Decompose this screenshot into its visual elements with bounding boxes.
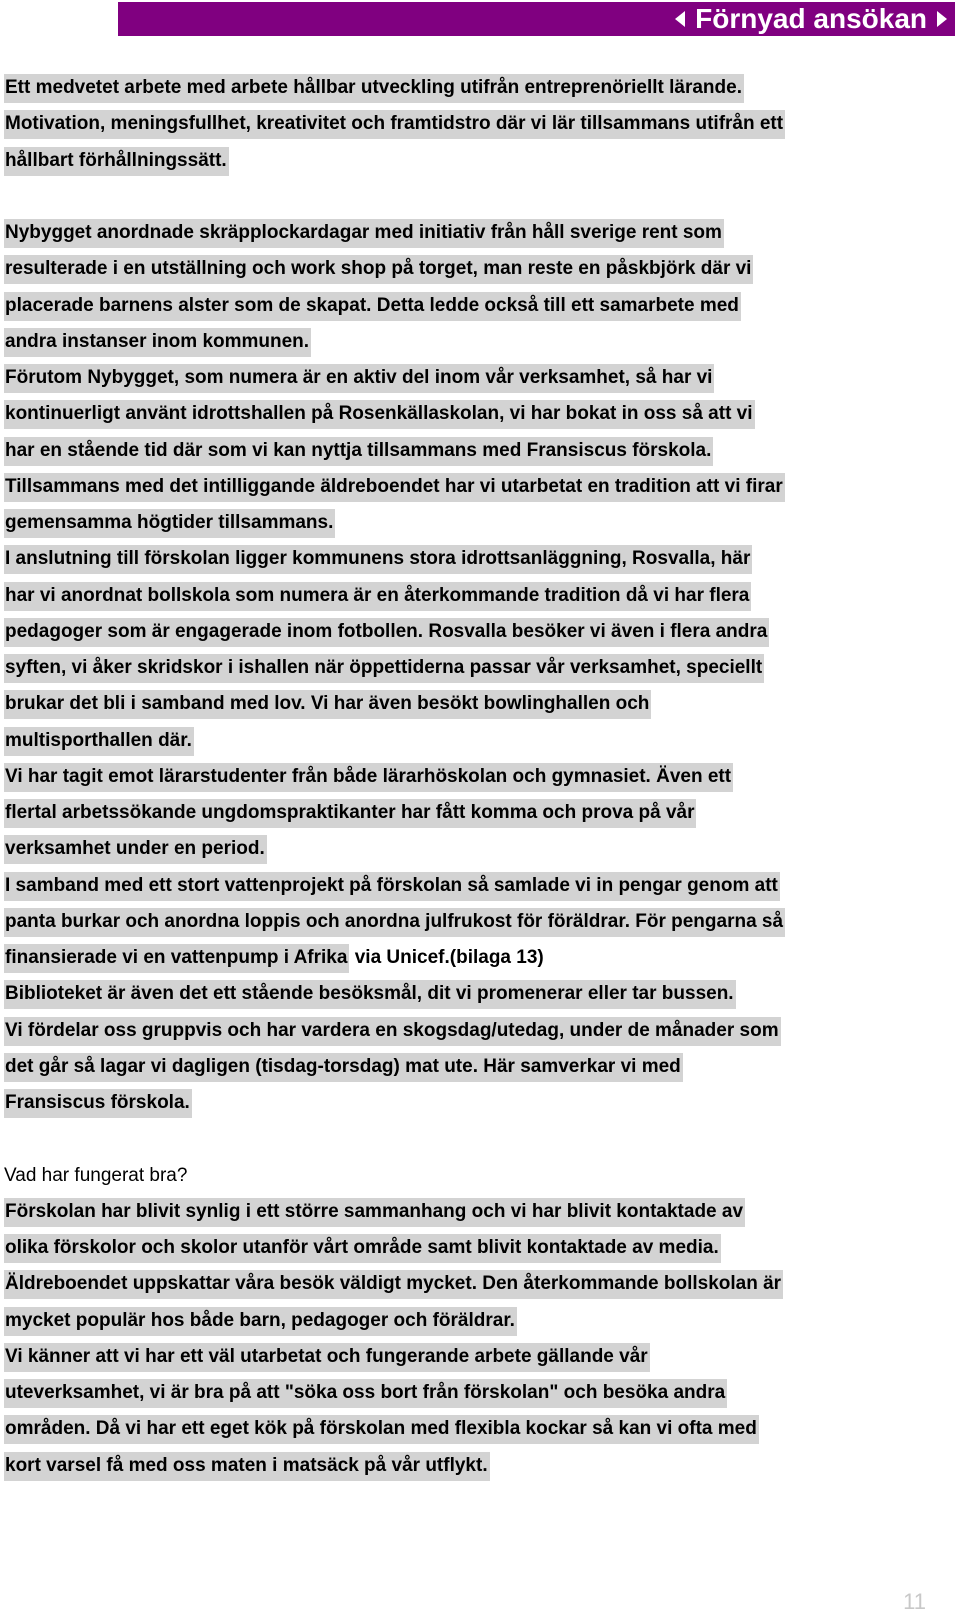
text-line [4,505,954,541]
highlighted-text: multisporthallen där. [4,727,194,756]
text-line [4,288,954,324]
text-line [4,868,954,904]
text-line [4,1266,954,1302]
text-line [4,1121,954,1157]
highlighted-text: I anslutning till förskolan ligger kommunens stora idrottsanläggning, Rosvalla, här [4,545,752,574]
page-number: 11 [903,1589,926,1614]
text-line [4,1085,954,1121]
text-line [4,1194,954,1230]
highlighted-text: kort varsel få med oss maten i matsäck på vår utflykt. [4,1452,490,1481]
highlighted-text: Vi känner att vi har ett väl utarbetat och fungerande arbete gällande vår [4,1343,650,1372]
highlighted-text: I samband med ett stort vattenprojekt på förskolan så samlade vi in pengar genom att [4,872,780,901]
text-line [4,759,954,795]
text-line [4,215,954,251]
highlighted-text: områden. Då vi har ett eget kök på förskolan med flexibla kockar så kan vi ofta med [4,1415,759,1444]
highlighted-text: hållbart förhållningssätt. [4,147,229,176]
text-line [4,1303,954,1339]
highlighted-text: har vi anordnat bollskola som numera är en återkommande tradition då vi har flera [4,582,751,611]
highlighted-text: Äldreboendet uppskattar våra besök väldigt mycket. Den återkommande bollskolan är [4,1270,783,1299]
highlighted-text: gemensamma högtider tillsammans. [4,509,335,538]
highlighted-text: brukar det bli i samband med lov. Vi har även besökt bowlinghallen och [4,690,651,719]
text-line [4,70,954,106]
highlighted-text: resulterade i en utställning och work shop på torget, man reste en påskbjörk där vi [4,255,753,284]
highlighted-text: Förutom Nybygget, som numera är en aktiv del inom vår verksamhet, så har vi [4,364,714,393]
text-line [4,433,954,469]
text-line [4,795,954,831]
text-line [4,469,954,505]
header-title: Förnyad ansökan [695,3,927,34]
text-line [4,723,954,759]
text-line [4,976,954,1012]
text-line [4,324,954,360]
highlighted-text: Vi har tagit emot lärarstudenter från både lärarhöskolan och gymnasiet. Även ett [4,763,733,792]
text-line [4,251,954,287]
text-line [4,1375,954,1411]
highlighted-text: kontinuerligt använt idrottshallen på Rosenkällaskolan, vi har bokat in oss så att vi [4,400,755,429]
highlighted-text: Nybygget anordnade skräpplockardagar med initiativ från håll sverige rent som [4,219,724,248]
text-line [4,1411,954,1447]
text-line [4,1013,954,1049]
document-body [4,70,954,1484]
text-line [4,686,954,722]
highlighted-text: har en stående tid där som vi kan nyttja tillsammans med Fransiscus förskola. [4,437,713,466]
text-line [4,1448,954,1484]
text-line [4,179,954,215]
highlighted-text: Motivation, meningsfullhet, kreativitet och framtidstro där vi lär tillsammans utifrån ett [4,110,785,139]
text-line [4,940,954,976]
highlighted-text: Tillsammans med det intilliggande äldreboendet har vi utarbetat en tradition att vi firar [4,473,785,502]
highlighted-text: mycket populär hos både barn, pedagoger och föräldrar. [4,1307,517,1336]
triangle-right-icon[interactable] [937,11,947,27]
highlighted-text: det går så lagar vi dagligen (tisdag-torsdag) mat ute. Här samverkar vi med [4,1053,683,1082]
text-line [4,143,954,179]
text-line [4,541,954,577]
header-bar [118,2,955,36]
text-line [4,1230,954,1266]
highlighted-text: Fransiscus förskola. [4,1089,192,1118]
plain-text: via Unicef.(bilaga 13) [349,947,544,968]
text-line [4,614,954,650]
plain-text: Vad har fungerat bra? [4,1164,188,1186]
highlighted-text: finansierade vi en vattenpump i Afrika [4,944,349,973]
text-line [4,106,954,142]
text-line [4,1339,954,1375]
text-line [4,831,954,867]
highlighted-text: flertal arbetssökande ungdomspraktikanter har fått komma och prova på vår [4,799,696,828]
text-line [4,1049,954,1085]
highlighted-text: uteverksamhet, vi är bra på att "söka oss bort från förskolan" och besöka andra [4,1379,727,1408]
highlighted-text: syften, vi åker skridskor i ishallen när öppettiderna passar vår verksamhet, speciellt [4,654,764,683]
highlighted-text: placerade barnens alster som de skapat. Detta ledde också till ett samarbete med [4,292,741,321]
section-heading [4,1158,954,1194]
highlighted-text: panta burkar och anordna loppis och anordna julfrukost för föräldrar. För pengarna så [4,908,785,937]
text-line [4,650,954,686]
text-line [4,578,954,614]
text-line [4,396,954,432]
highlighted-text: pedagoger som är engagerade inom fotbollen. Rosvalla besöker vi även i flera andra [4,618,769,647]
highlighted-text: Ett medvetet arbete med arbete hållbar utveckling utifrån entreprenöriellt lärande. [4,74,744,103]
highlighted-text: andra instanser inom kommunen. [4,328,311,357]
highlighted-text: Förskolan har blivit synlig i ett större sammanhang och vi har blivit kontaktade av [4,1198,745,1227]
highlighted-text: verksamhet under en period. [4,835,267,864]
highlighted-text: Biblioteket är även det ett stående besöksmål, dit vi promenerar eller tar bussen. [4,980,736,1009]
highlighted-text: olika förskolor och skolor utanför vårt område samt blivit kontaktade av media. [4,1234,721,1263]
triangle-left-icon[interactable] [675,11,685,27]
text-line [4,904,954,940]
text-line [4,360,954,396]
highlighted-text: Vi fördelar oss gruppvis och har vardera en skogsdag/utedag, under de månader som [4,1017,781,1046]
